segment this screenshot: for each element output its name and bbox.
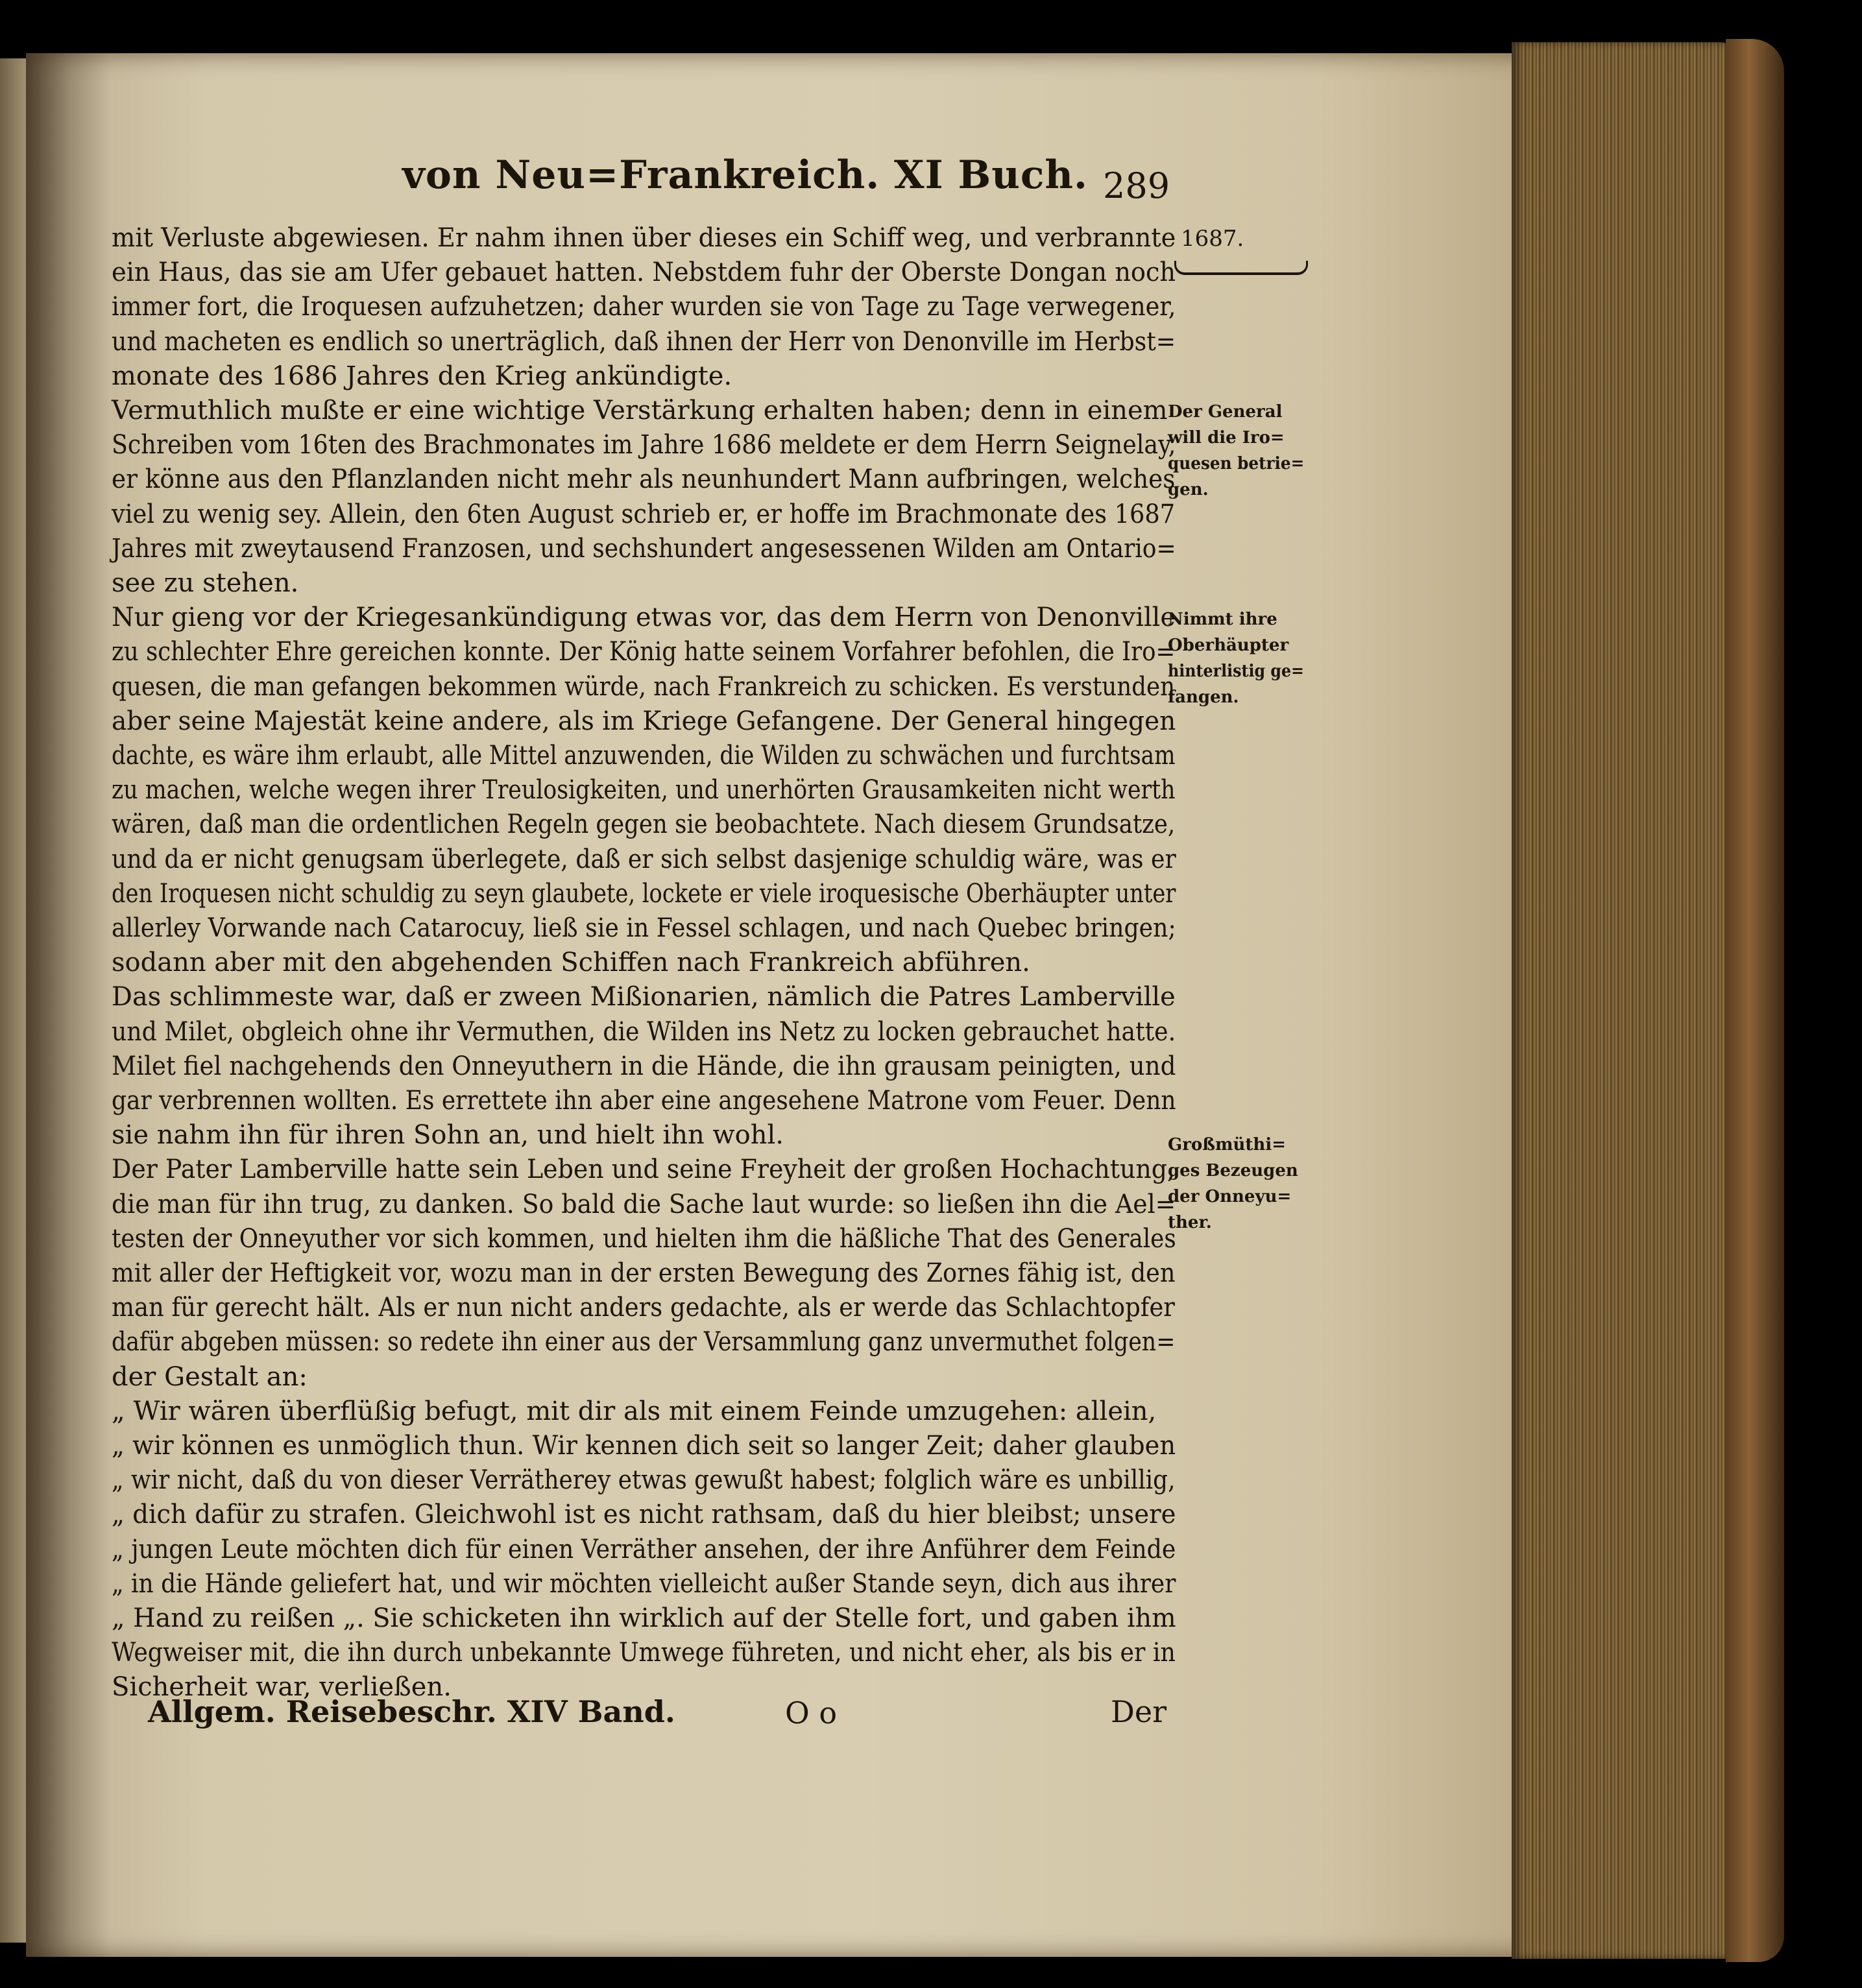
body-line: Schreiben vom 16ten des Brachmonates im Jahre 1686 meldete er dem Herrn Seignelay, (112, 430, 1176, 460)
body-line: dafür abgeben müssen: so redete ihn einer aus der Versammlung ganz unvermuthet folgen= (112, 1327, 1176, 1357)
body-line: und Milet, obgleich ohne ihr Vermuthen, die Wilden ins Netz zu locken gebrauchet hatte. (112, 1017, 1176, 1047)
margin-note-line: hinterlistig ge= (1168, 662, 1304, 681)
cover-edge (1726, 39, 1784, 1962)
margin-note-line: ges Bezeugen (1168, 1161, 1298, 1180)
margin-note-line: Der General (1168, 402, 1283, 422)
body-line: zu machen, welche wegen ihrer Treulosigkeiten, und unerhörten Grausamkeiten nicht werth (112, 775, 1176, 805)
body-line: Vermuthlich mußte er eine wichtige Verstärkung erhalten haben; denn in einem (112, 396, 1168, 425)
spine-shadow (26, 53, 110, 1957)
body-line: Wegweiser mit, die ihn durch unbekannte Umwege führeten, und nicht eher, als bis er in (112, 1638, 1176, 1668)
body-line: Jahres mit zweytausend Franzosen, und sechshundert angesessenen Wilden am Ontario= (112, 534, 1176, 564)
body-line: aber seine Majestät keine andere, als im Kriege Gefangene. Der General hingegen (112, 706, 1176, 736)
body-line: den Iroquesen nicht schuldig zu seyn glaubete, lockete er viele iroquesische Oberhäupter unter (112, 879, 1176, 909)
margin-note-line: der Onneyu= (1168, 1187, 1292, 1206)
body-line: „ Hand zu reißen „. Sie schicketen ihn wirklich auf der Stelle fort, und gaben ihm (112, 1603, 1176, 1633)
margin-note-line: Nimmt ihre (1168, 610, 1277, 629)
body-line: „ wir können es unmöglich thun. Wir kennen dich seit so langer Zeit; daher glauben (112, 1431, 1176, 1461)
margin-note-line: Großmüthi= (1168, 1135, 1286, 1155)
body-line: ein Haus, das sie am Ufer gebauet hatten. Nebstdem fuhr der Oberste Dongan noch (112, 257, 1176, 287)
body-line: viel zu wenig sey. Allein, den 6ten August schrieb er, er hoffe im Brachmonate des 1687 (112, 499, 1176, 529)
body-line: gar verbrennen wollten. Es errettete ihn aber eine angesehene Matrone vom Feuer. Denn (112, 1086, 1176, 1116)
page-stack-edge (1512, 42, 1745, 1959)
body-line: die man für ihn trug, zu danken. So bald die Sache laut wurde: so ließen ihn die Ael= (112, 1190, 1176, 1219)
margin-note-line: fangen. (1168, 688, 1239, 707)
body-line: mit aller der Heftigkeit vor, wozu man in der ersten Bewegung des Zornes fähig ist, den (112, 1258, 1176, 1288)
body-line: allerley Vorwande nach Catarocuy, ließ sie in Fessel schlagen, und nach Quebec bringen; (112, 913, 1176, 943)
margin-note-line: quesen betrie= (1168, 454, 1305, 473)
catchword: Der (1111, 1694, 1167, 1729)
body-line: und macheten es endlich so unerträglich, daß ihnen der Herr von Denonville im Herbst= (112, 327, 1176, 357)
body-line: er könne aus den Pflanzlanden nicht mehr als neunhundert Mann aufbringen, welches (112, 464, 1176, 494)
body-line: mit Verluste abgewiesen. Er nahm ihnen über dieses ein Schiff weg, und verbrannte (112, 223, 1176, 253)
margin-note-line: Oberhäupter (1168, 636, 1289, 655)
body-line: „ Wir wären überflüßig befugt, mit dir als mit einem Feinde umzugehen: allein, (112, 1396, 1157, 1426)
body-line: Sicherheit war, verließen. (112, 1672, 452, 1702)
body-line: Milet fiel nachgehends den Onneyuthern in die Hände, die ihn grausam peinigten, und (112, 1051, 1176, 1081)
signature-line: Allgem. Reisebeschr. XIV Band. (148, 1694, 675, 1729)
body-line: „ in die Hände geliefert hat, und wir möchten vielleicht außer Stande seyn, dich aus ihrer (112, 1569, 1176, 1599)
signature-mark: O o (785, 1695, 838, 1731)
body-line: monate des 1686 Jahres den Krieg ankündigte. (112, 361, 732, 391)
running-head: von Neu=Frankreich. XI Buch. (402, 152, 1088, 198)
body-line: immer fort, die Iroquesen aufzuhetzen; daher wurden sie von Tage zu Tage verwegener, (112, 292, 1176, 322)
body-line: see zu stehen. (112, 568, 299, 598)
margin-note-line: will die Iro= (1168, 428, 1285, 448)
body-line: Nur gieng vor der Kriegesankündigung etwas vor, das dem Herrn von Denonville (112, 603, 1176, 632)
body-line: Das schlimmeste war, daß er zween Mißionarien, nämlich die Patres Lamberville (112, 982, 1176, 1012)
body-line: „ jungen Leute möchten dich für einen Verräther ansehen, der ihre Anführer dem Feinde (112, 1535, 1176, 1564)
body-line: und da er nicht genugsam überlegete, daß er sich selbst dasjenige schuldig wäre, was er (112, 844, 1176, 874)
margin-note-line: gen. (1168, 480, 1209, 499)
year-bracket (1174, 261, 1308, 275)
body-line: „ dich dafür zu strafen. Gleichwohl ist es nicht rathsam, daß du hier bleibst; unsere (112, 1500, 1176, 1529)
body-line: quesen, die man gefangen bekommen würde, nach Frankreich zu schicken. Es verstunden (112, 672, 1176, 702)
body-line: testen der Onneyuther vor sich kommen, und hielten ihm die häßliche That des Generales (112, 1224, 1176, 1254)
body-line: sodann aber mit den abgehenden Schiffen nach Frankreich abführen. (112, 948, 1030, 977)
body-line: sie nahm ihn für ihren Sohn an, und hielt ihn wohl. (112, 1120, 784, 1150)
body-line: der Gestalt an: (112, 1362, 308, 1392)
body-line: dachte, es wäre ihm erlaubt, alle Mittel anzuwenden, die Wilden zu schwächen und furchtsam (112, 741, 1176, 771)
body-line: „ wir nicht, daß du von dieser Verrätherey etwas gewußt habest; folglich wäre es unbillig, (112, 1465, 1176, 1495)
body-line: wären, daß man die ordentlichen Regeln gegen sie beobachtete. Nach diesem Grundsatze, (112, 809, 1176, 839)
body-line: Der Pater Lamberville hatte sein Leben und seine Freyheit der großen Hochachtung, (112, 1155, 1176, 1184)
page-number: 289 (1103, 165, 1170, 206)
margin-year: 1687. (1181, 226, 1244, 252)
margin-note-line: ther. (1168, 1213, 1212, 1232)
body-line: man für gerecht hält. Als er nun nicht anders gedachte, als er werde das Schlachtopfer (112, 1293, 1175, 1323)
body-line: zu schlechter Ehre gereichen konnte. Der König hatte seinem Vorfahrer befohlen, die Iro= (112, 637, 1176, 667)
